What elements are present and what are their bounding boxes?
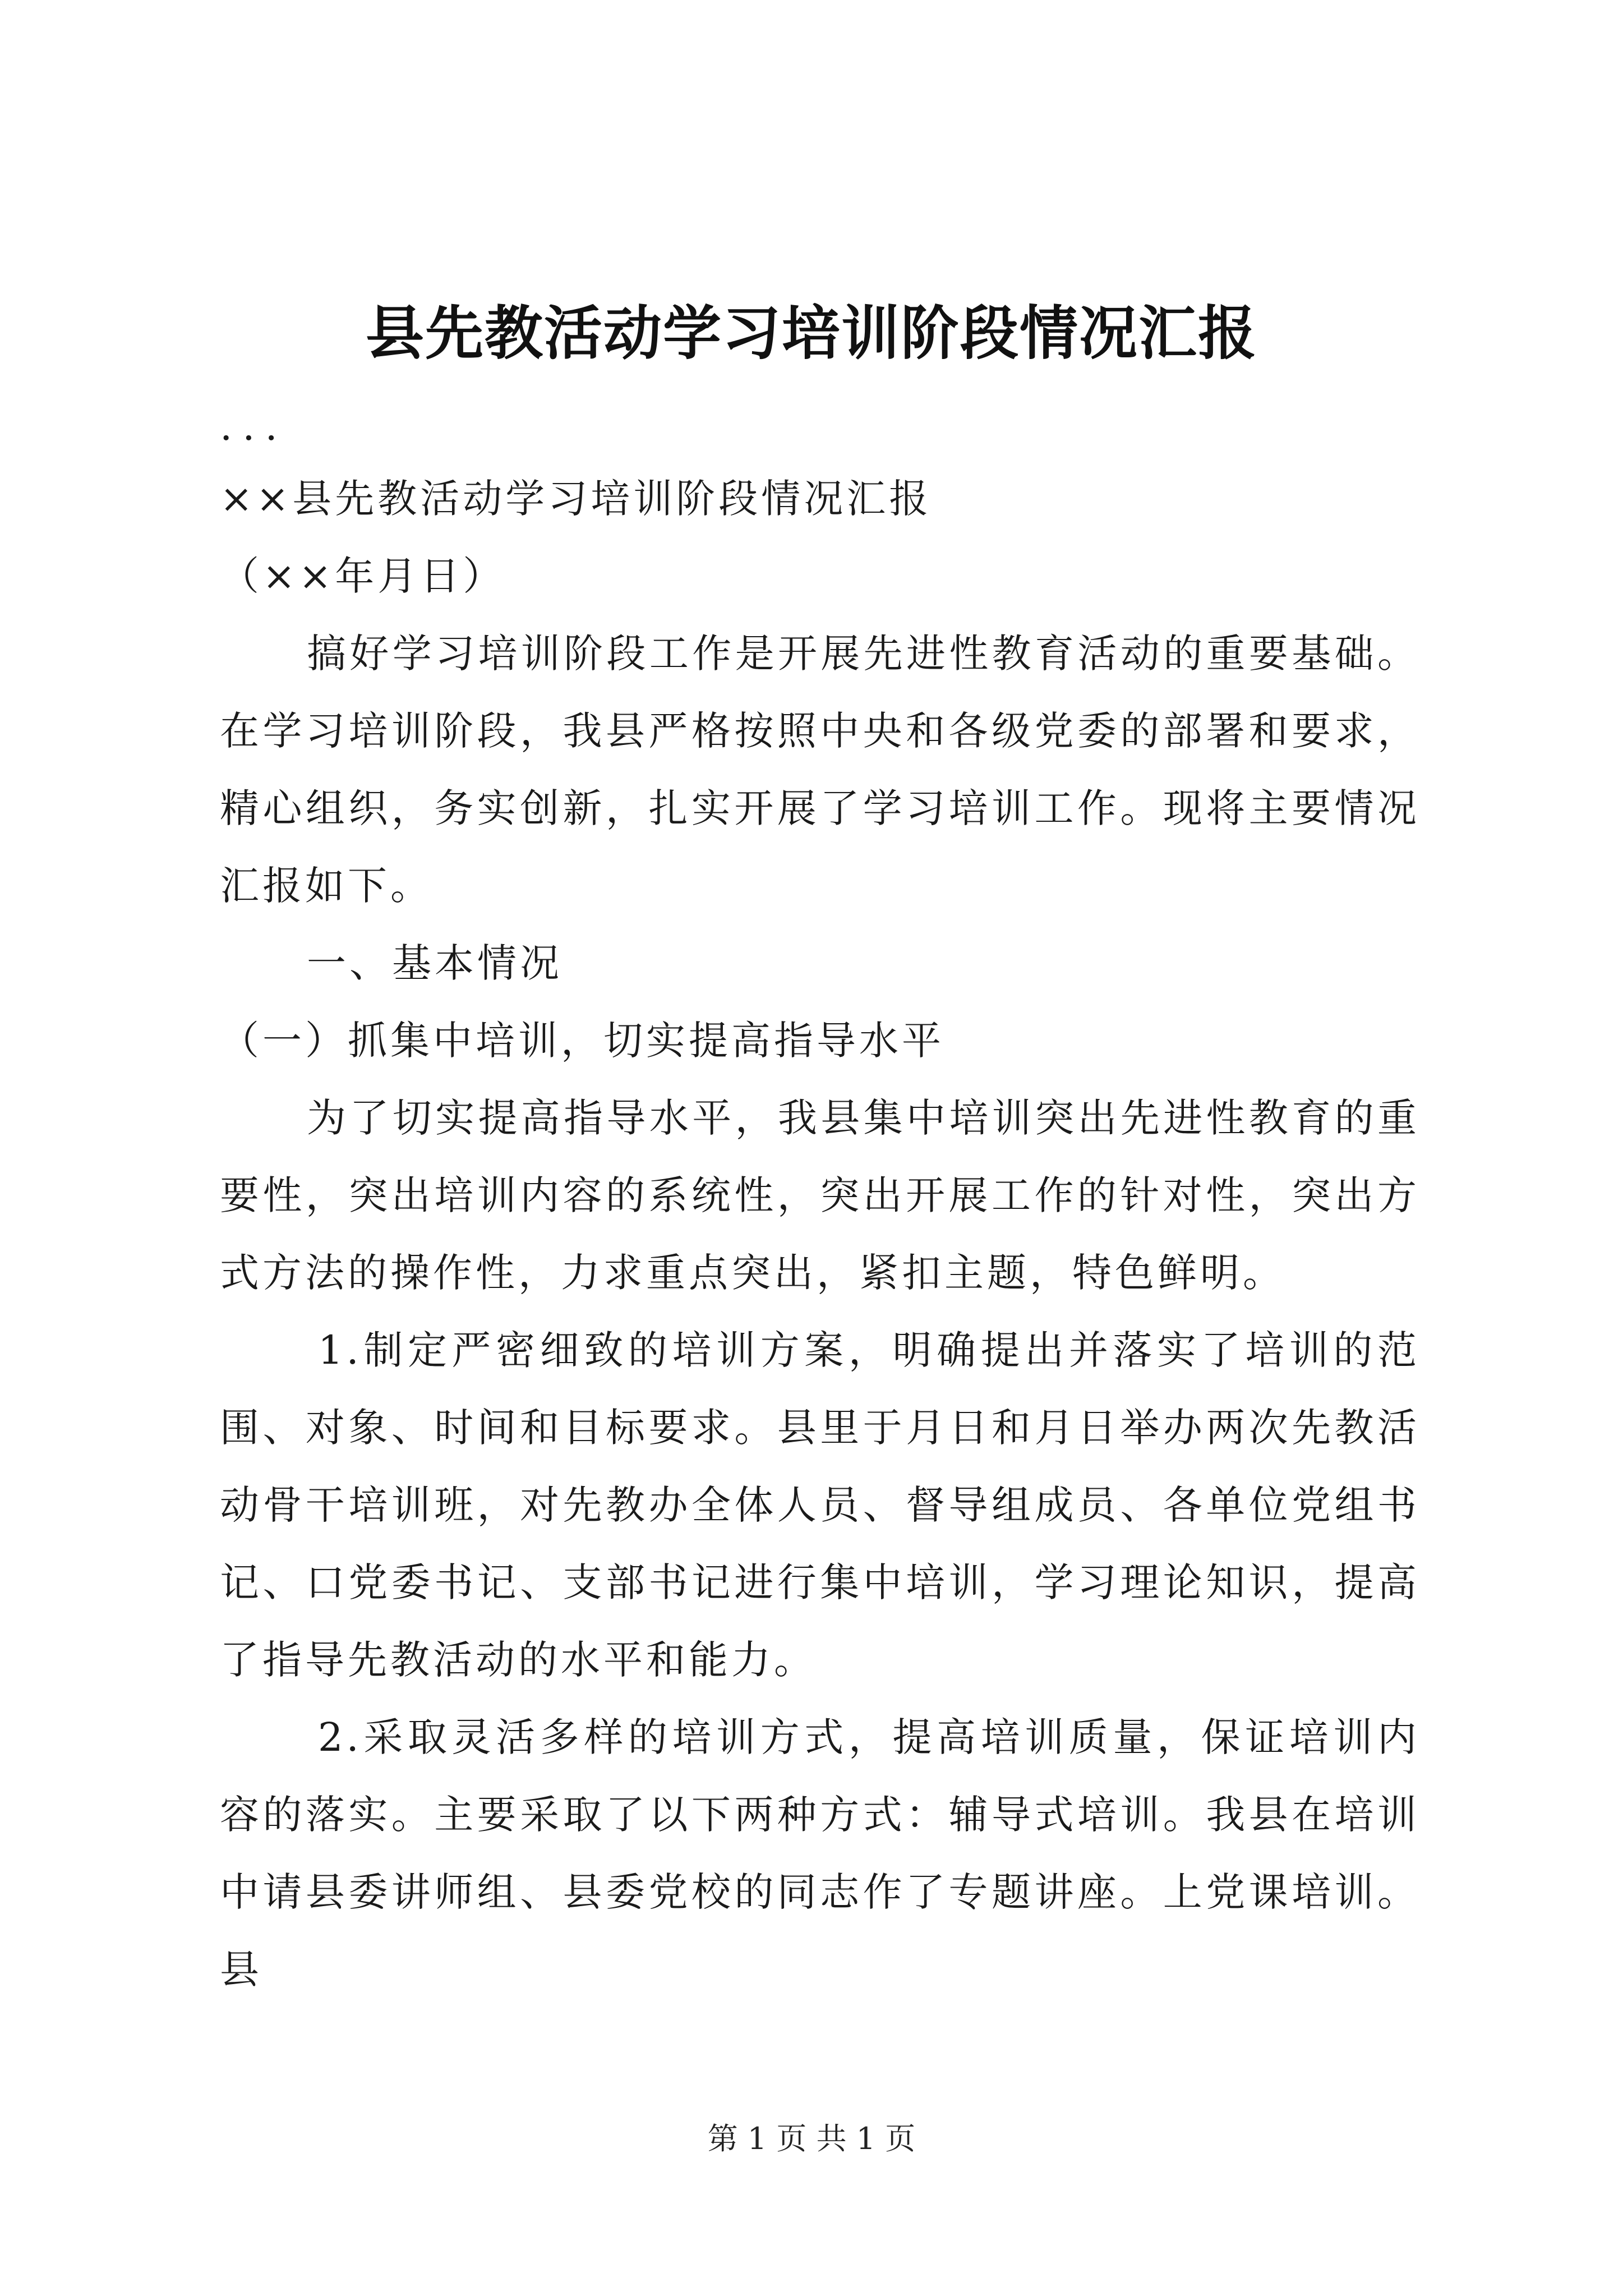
date-line: （××年月日） [220, 553, 506, 599]
page-footer: 第 1 页 共 1 页 [707, 2121, 916, 2156]
section-heading-1: 一、基本情况 [307, 940, 562, 986]
document-body [220, 393, 1420, 2008]
body-paragraph: 2.采取灵活多样的培训方式，提高培训质量，保证培训内容的落实。主要采取了以下两种方式：辅导式培训。我县在培训中请县委讲师组、县委党校的同志作了专题讲座。上党课培训。县 [220, 1714, 1420, 1993]
intro-paragraph: 搞好学习培训阶段工作是开展先进性教育活动的重要基础。在学习培训阶段，我县严格按照中央和各级党委的部署和要求，精心组织，务实创新，扎实开展了学习培训工作。现将主要情况汇报如下。 [220, 631, 1420, 909]
document-title: 县先教活动学习培训阶段情况汇报 [365, 298, 1257, 367]
body-paragraph: 1.制定严密细致的培训方案，明确提出并落实了培训的范围、对象、时间和目标要求。县里于月日和月日举办两次先教活动骨干培训班，对先教办全体人员、督导组成员、各单位党组书记、口党委书记、支部书记进行集中培训，学习理论知识，提高了指导先教活动的水平和能力。 [220, 1327, 1420, 1683]
ellipsis-line: ... [220, 403, 288, 449]
subsection-heading-1: （一）抓集中培训，切实提高指导水平 [220, 1018, 944, 1064]
document-subtitle: ××县先教活动学习培训阶段情况汇报 [220, 476, 932, 522]
body-paragraph: 为了切实提高指导水平，我县集中培训突出先进性教育的重要性，突出培训内容的系统性，突出开展工作的针对性，突出方式方法的操作性，力求重点突出，紧扣主题，特色鲜明。 [220, 1095, 1420, 1296]
